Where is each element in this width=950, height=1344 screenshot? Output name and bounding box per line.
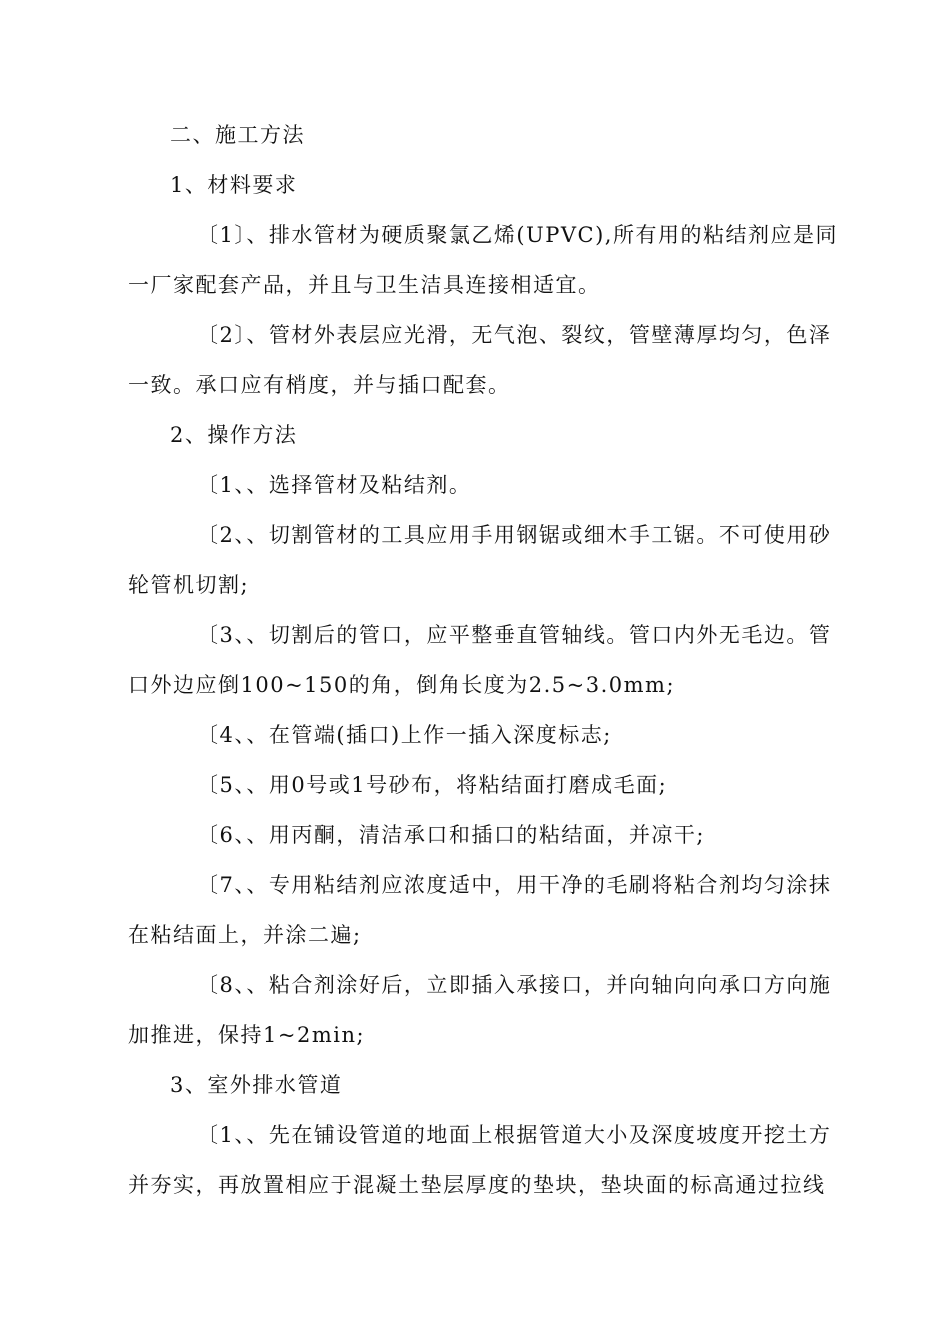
paragraph-line: 在粘结面上，并涂二遍; (128, 923, 362, 947)
paragraph-line: 〔2、、切割管材的工具应用手用钢锯或细木手工锯。不可使用砂 (197, 523, 832, 547)
subsection-heading: 2、操作方法 (170, 423, 298, 447)
paragraph-line: 〔8、、粘合剂涂好后，立即插入承接口，并向轴向向承口方向施 (197, 973, 832, 997)
paragraph-line: 〔1〕、排水管材为硬质聚氯乙烯(UPVC),所有用的粘结剂应是同 (197, 223, 838, 247)
paragraph-line: 〔5、、用0号或1号砂布，将粘结面打磨成毛面; (197, 773, 668, 797)
subsection-heading: 3、室外排水管道 (170, 1073, 343, 1097)
paragraph-line: 〔1、、选择管材及粘结剂。 (197, 473, 472, 497)
section-heading: 二、施工方法 (170, 123, 305, 147)
paragraph-line: 〔2〕、管材外表层应光滑，无气泡、裂纹，管壁薄厚均匀，色泽 (197, 323, 832, 347)
paragraph-line: 轮管机切割; (128, 573, 250, 597)
paragraph-line: 〔3、、切割后的管口，应平整垂直管轴线。管口内外无毛边。管 (197, 623, 832, 647)
paragraph-line: 〔6、、用丙酮，清洁承口和插口的粘结面，并凉干; (197, 823, 705, 847)
paragraph-line: 〔1、、先在铺设管道的地面上根据管道大小及深度坡度开挖土方 (197, 1123, 832, 1147)
paragraph-line: 一致。承口应有梢度，并与插口配套。 (128, 373, 511, 397)
paragraph-line: 口外边应倒100~150的角，倒角长度为2.5~3.0mm; (128, 673, 676, 697)
paragraph-line: 一厂家配套产品，并且与卫生洁具连接相适宜。 (128, 273, 601, 297)
paragraph-line: 加推进，保持1~2min; (128, 1023, 366, 1047)
paragraph-line: 〔4、、在管端(插口)上作一插入深度标志; (197, 723, 612, 747)
subsection-heading: 1、材料要求 (170, 173, 298, 197)
paragraph-line: 〔7、、专用粘结剂应浓度适中，用干净的毛刷将粘合剂均匀涂抹 (197, 873, 832, 897)
paragraph-line: 并夯实，再放置相应于混凝土垫层厚度的垫块，垫块面的标高通过拉线 (128, 1173, 826, 1197)
